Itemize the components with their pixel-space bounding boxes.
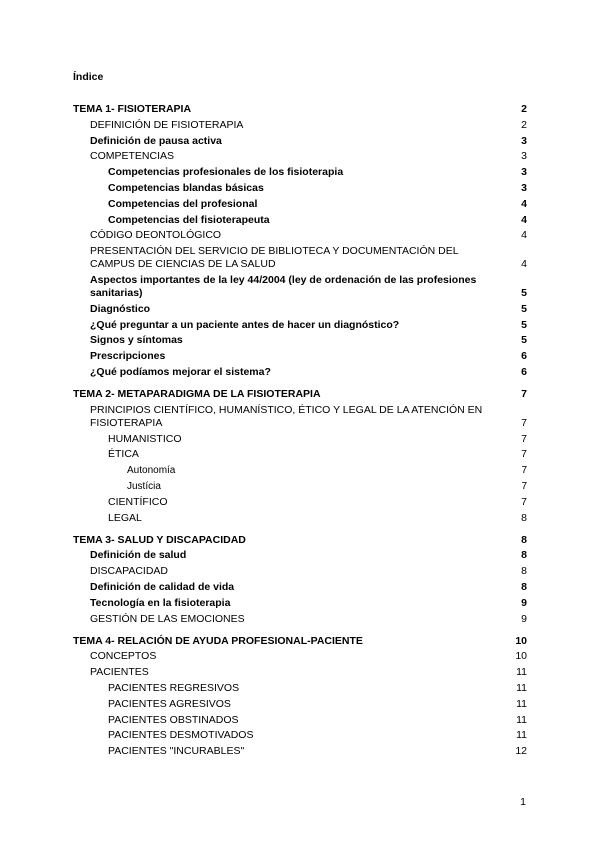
toc-entry-title: COMPETENCIAS (90, 150, 175, 163)
toc-entry[interactable] (73, 682, 527, 695)
toc-entry-title: Competencias del fisioterapeuta (108, 213, 270, 226)
toc-entry[interactable] (73, 150, 527, 163)
toc-entry[interactable] (73, 433, 527, 446)
toc-entry[interactable] (73, 464, 527, 477)
toc-entry-title: Tecnología en la fisioterapia (90, 596, 231, 609)
toc-entry-page: 8 (521, 549, 527, 562)
toc-entry[interactable] (73, 650, 527, 663)
table-of-contents (73, 103, 527, 758)
toc-entry[interactable] (73, 303, 527, 316)
toc-entry-title: CÓDIGO DEONTOLÓGICO (90, 229, 222, 242)
toc-entry-page: 7 (521, 387, 527, 400)
toc-entry-page: 3 (521, 181, 527, 194)
toc-entry[interactable] (73, 388, 527, 401)
toc-entry-title: Justícia (127, 480, 161, 492)
toc-entry-page: 3 (521, 166, 527, 179)
toc-entry-title: Definición de pausa activa (90, 134, 222, 147)
toc-entry-title: DEFINICIÓN DE FISIOTERAPIA (90, 118, 244, 131)
toc-entry-title: TEMA 4- RELACIÓN DE AYUDA PROFESIONAL-PACIENTE (73, 634, 363, 647)
toc-entry-title: Aspectos importantes de la ley 44/2004 (ley de ordenación de las profesiones sanitarias) (90, 273, 477, 299)
toc-entry[interactable] (73, 274, 527, 300)
toc-entry-title: DISCAPACIDAD (90, 565, 168, 578)
toc-entry[interactable] (73, 119, 527, 132)
toc-entry[interactable] (73, 666, 527, 679)
toc-entry-page: 7 (521, 448, 527, 461)
toc-entry-page: 8 (521, 511, 527, 524)
toc-entry-page: 3 (521, 134, 527, 147)
toc-entry-page: 11 (516, 681, 527, 694)
toc-entry-title: ¿Qué podíamos mejorar el sistema? (90, 365, 271, 378)
toc-entry[interactable] (73, 496, 527, 509)
toc-entry[interactable] (73, 135, 527, 148)
toc-entry[interactable] (73, 480, 527, 493)
toc-entry-page: 12 (515, 745, 527, 758)
toc-entry-page: 7 (521, 432, 527, 445)
toc-entry[interactable] (73, 698, 527, 711)
toc-entry-title: CONCEPTOS (90, 650, 157, 663)
toc-entry[interactable] (73, 745, 527, 758)
toc-entry-page: 5 (521, 318, 527, 331)
toc-entry-page: 2 (521, 118, 527, 131)
toc-entry-page: 9 (521, 596, 527, 609)
toc-entry-page: 4 (521, 258, 527, 271)
toc-entry-page: 6 (521, 350, 527, 363)
toc-entry[interactable] (73, 635, 527, 648)
toc-entry-title: HUMANISTICO (108, 432, 182, 445)
toc-entry-page: 4 (521, 213, 527, 226)
toc-entry[interactable] (73, 534, 527, 547)
toc-entry-title: LEGAL (108, 511, 142, 524)
toc-entry[interactable] (73, 166, 527, 179)
toc-entry[interactable] (73, 103, 527, 116)
toc-entry-page: 11 (516, 666, 527, 679)
toc-entry-page: 7 (521, 416, 527, 429)
toc-entry-page: 11 (516, 697, 527, 710)
toc-entry-page: 4 (521, 197, 527, 210)
toc-entry-page: 8 (521, 580, 527, 593)
toc-entry[interactable] (73, 245, 527, 271)
toc-heading: Índice (73, 71, 104, 83)
toc-entry-page: 10 (515, 650, 527, 663)
toc-entry-page: 8 (521, 565, 527, 578)
toc-entry[interactable] (73, 729, 527, 742)
toc-entry-page: 5 (521, 286, 527, 299)
toc-entry[interactable] (73, 549, 527, 562)
toc-entry-title: PACIENTES "INCURABLES" (108, 745, 245, 758)
toc-entry[interactable] (73, 448, 527, 461)
toc-entry[interactable] (73, 366, 527, 379)
toc-entry-title: Definición de salud (90, 549, 187, 562)
toc-entry[interactable] (73, 613, 527, 626)
toc-entry-title: PACIENTES (90, 666, 149, 679)
toc-entry[interactable] (73, 319, 527, 332)
toc-entry-title: Competencias blandas básicas (108, 181, 264, 194)
toc-entry-title: Signos y síntomas (90, 334, 183, 347)
toc-entry[interactable] (73, 565, 527, 578)
toc-entry-title: Prescripciones (90, 350, 166, 363)
toc-entry-title: Competencias del profesional (108, 197, 258, 210)
toc-entry-title: ¿Qué preguntar a un paciente antes de hacer un diagnóstico? (90, 318, 400, 331)
toc-entry[interactable] (73, 214, 527, 227)
toc-entry[interactable] (73, 334, 527, 347)
toc-entry-title: PACIENTES OBSTINADOS (108, 713, 239, 726)
toc-entry[interactable] (73, 714, 527, 727)
toc-entry-page: 2 (521, 103, 527, 115)
toc-entry-title: PRESENTACIÓN DEL SERVICIO DE BIBLIOTECA Y DOCUMENTACIÓN DEL CAMPUS DE CIENCIAS DE LA SALUD (90, 245, 459, 271)
toc-entry-title: PRINCIPIOS CIENTÍFICO, HUMANÍSTICO, ÉTICO Y LEGAL DE LA ATENCIÓN EN FISIOTERAPIA (90, 403, 483, 429)
toc-entry-page: 7 (521, 495, 527, 508)
toc-entry-title: Competencias profesionales de los fisioterapia (108, 166, 344, 179)
toc-entry-page: 4 (521, 229, 527, 242)
toc-entry-title: TEMA 1- FISIOTERAPIA (73, 103, 192, 115)
toc-entry-page: 10 (515, 634, 527, 647)
toc-entry-title: TEMA 3- SALUD Y DISCAPACIDAD (73, 533, 246, 546)
toc-entry-title: Diagnóstico (90, 302, 151, 315)
toc-entry-page: 6 (521, 365, 527, 378)
toc-entry[interactable] (73, 182, 527, 195)
toc-entry-page: 7 (521, 465, 527, 477)
toc-entry-page: 5 (521, 334, 527, 347)
toc-entry-page: 5 (521, 302, 527, 315)
toc-entry-title: Autonomía (127, 465, 176, 477)
toc-entry-page: 7 (521, 480, 527, 492)
toc-entry-page: 11 (516, 729, 527, 742)
toc-entry[interactable] (73, 198, 527, 211)
toc-entry[interactable] (73, 229, 527, 242)
toc-entry-title: PACIENTES DESMOTIVADOS (108, 729, 254, 742)
toc-entry-title: GESTIÓN DE LAS EMOCIONES (90, 612, 245, 625)
toc-entry-page: 3 (521, 150, 527, 163)
toc-entry-title: PACIENTES AGRESIVOS (108, 697, 231, 710)
toc-entry-title: CIENTÍFICO (108, 495, 168, 508)
toc-entry-title: TEMA 2- METAPARADIGMA DE LA FISIOTERAPIA (73, 387, 321, 400)
toc-entry-title: Definición de calidad de vida (90, 580, 235, 593)
toc-entry[interactable] (73, 581, 527, 594)
toc-entry[interactable] (73, 512, 527, 525)
toc-entry-page: 9 (521, 612, 527, 625)
toc-entry-title: PACIENTES REGRESIVOS (108, 681, 240, 694)
toc-entry-page: 8 (521, 533, 527, 546)
toc-entry[interactable] (73, 597, 527, 610)
toc-entry[interactable] (73, 404, 527, 430)
toc-entry[interactable] (73, 350, 527, 363)
page-number: 1 (520, 796, 526, 808)
toc-entry-page: 11 (516, 713, 527, 726)
toc-entry-title: ÉTICA (108, 448, 139, 461)
